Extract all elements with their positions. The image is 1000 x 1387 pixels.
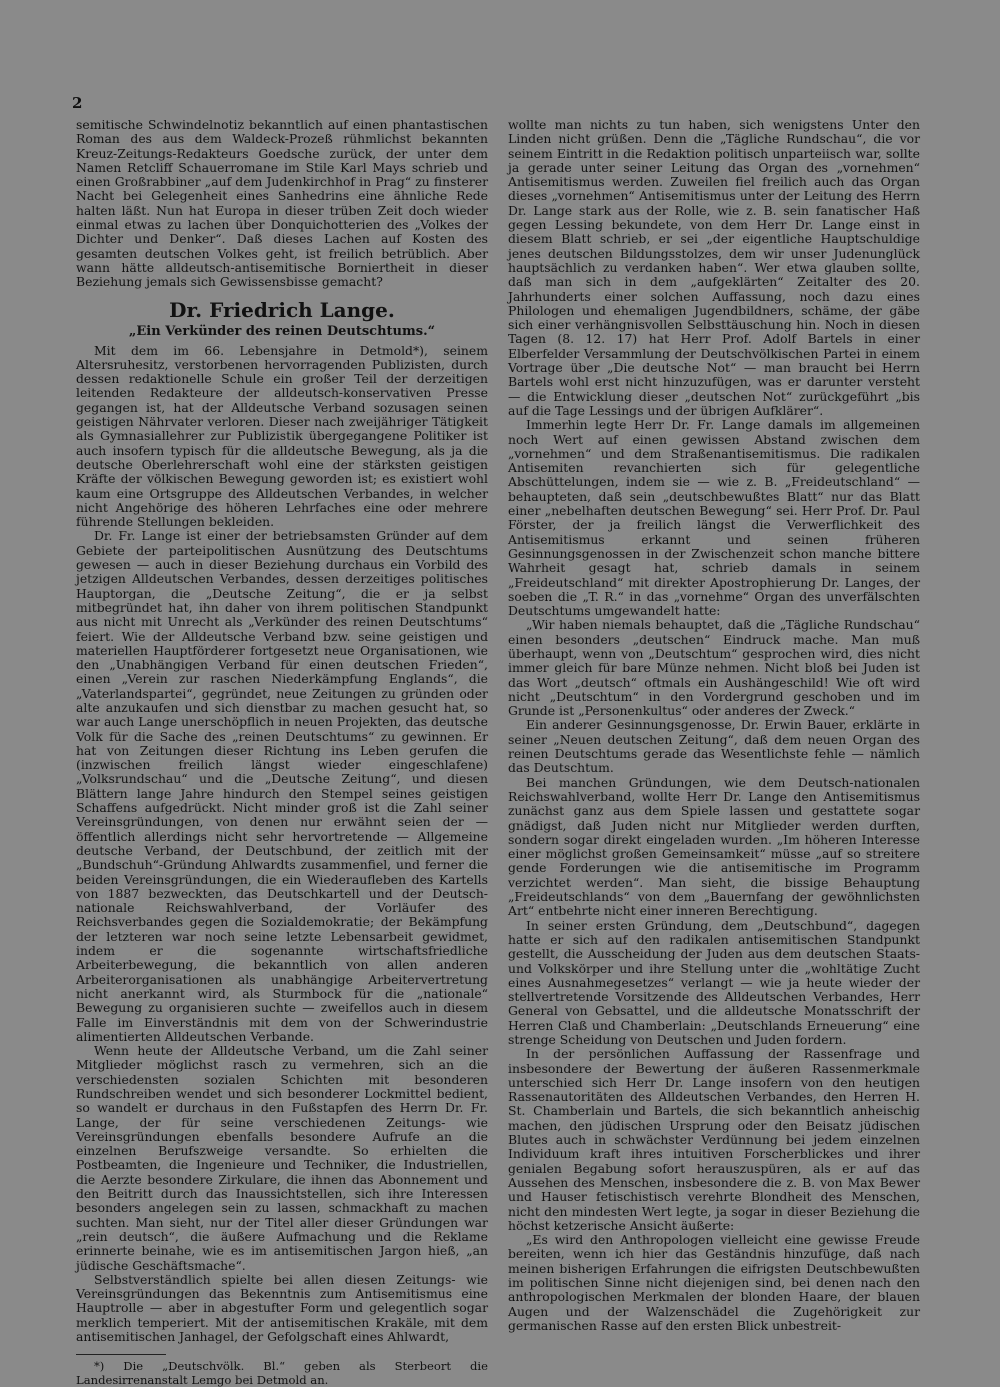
paragraph: In der persönlichen Auffassung der Rassenfrage und insbesondere der Bewertung der äußeren Rassenmerkmale unterschied sich Herr Dr. Lange insofern von den heutigen Rassenautoritäten des Alldeutschen Verbandes, den Herren H. St. Chamberlain und Bartels, die sich bekanntlich anheischig machen, den jüdischen Ursprung oder den Beisatz jüdischen Blutes auch in schwächster Verdünnung bei jedem einzelnen Individuum kraft ihres intuitiven Forscherblickes und ihrer genialen Begabung sofort herauszuspüren, als er auf das Aussehen des Menschen, insbesondere die z. B. von Max Bewer und Hauser fetischistisch verehrte Blondheit des Menschen, nicht den mindesten Wert legte, ja sogar in dieser Beziehung die höchst ketzerische Ansicht äußerte:: [508, 1046, 920, 1233]
left-column: [76, 118, 488, 1387]
paragraph: Wenn heute der Alldeutsche Verband, um die Zahl seiner Mitglieder möglichst rasch zu vermehren, sich an die verschiedensten sozialen Schichten mit besonderen Rundschreiben wendet und sich besonderer Lockmittel bedient, so wandelt er durchaus in den Fußstapfen des Herrn Dr. Fr. Lange, der für seine verschiedenen Zeitungs- wie Vereinsgründungen ebenfalls besondere Aufrufe an die einzelnen Berufszweige versandte. So erhielten die Postbeamten, die Ingenieure und Techniker, die Industriellen, die Aerzte besondere Zirkulare, die ihnen das Abonnement und den Beitritt durch das Inaussichtstellen, sich ihre Interessen besonders angelegen sein zu lassen, schmackhaft zu machen suchten. Man sieht, nur der Titel aller dieser Gründungen war „rein deutsch“, die äußere Aufmachung und die Reklame erinnerte beinahe, wie es im antisemitischen Jargon hieß, „an jüdische Geschäftsmache“.: [76, 1043, 488, 1273]
right-column: [508, 118, 920, 1333]
paragraph: Ein anderer Gesinnungsgenosse, Dr. Erwin Bauer, erklärte in seiner „Neuen deutschen Zeitung“, daß dem neuen Organ des reinen Deutschtums gerade das Wesentlichste fehle — nämlich das Deutschtum.: [508, 717, 920, 776]
paragraph: semitische Schwindelnotiz bekanntlich auf einen phantastischen Roman des aus dem Waldeck-Prozeß rühmlichst bekannten Kreuz-Zeitungs-Redakteurs Goedsche zurück, der unter dem Namen Retcliff Schauerromane im Stile Karl Mays schrieb und einen Großrabbiner „auf dem Judenkirchhof in Prag“ zu finsterer Nacht bei Gelegenheit eines Sanhedrins eine ähnliche Rede halten läßt. Nun hat Europa in dieser trüben Zeit doch wieder einmal etwas zu lachen über Donquichotterien des „Volkes der Dichter und Denker“. Daß dieses Lachen auf Kosten des gesamten deutschen Volkes geht, ist freilich betrüblich. Aber wann hätte alldeutsch-antisemitische Borniertheit in dieser Beziehung jemals sich Gewissensbisse gemacht?: [76, 117, 488, 290]
footnote: *) Die „Deutschvölk. Bl.“ geben als Sterbeort die Landesirrenanstalt Lemgo bei Detmold an.: [76, 1359, 488, 1387]
article-subheading: „Ein Verkünder des reinen Deutschtums.“: [128, 323, 436, 339]
footnote-divider: [76, 1354, 166, 1355]
paragraph: Mit dem im 66. Lebensjahre in Detmold*), seinem Altersruhesitz, verstorbenen hervorragenden Publizisten, durch dessen redaktionelle Schule ein großer Teil der derzeitigen leitenden Redakteure der alldeutsch-konservativen Presse gegangen ist, hat der Alldeutsche Verband sozusagen seinen geistigen Nährvater verloren. Dieser nach zweijähriger Tätigkeit als Gymnasiallehrer zur Publizistik übergegangene Politiker ist auch insofern typisch für die alldeutsche Bewegung, als ja die deutsche Oberlehrerschaft wohl eine der stärksten geistigen Kräfte der völkischen Bewegung geworden ist; es existiert wohl kaum eine Ortsgruppe des Alldeutschen Verbandes, in welcher nicht Angehörige des höheren Lehrfaches eine oder mehrere führende Stellungen bekleiden.: [76, 342, 488, 530]
quote-paragraph: „Es wird den Anthropologen vielleicht eine gewisse Freude bereiten, wenn ich hier das Geständnis hinzufüge, daß nach meinen bisherigen Erfahrungen die eifrigsten Deutschbewußten im politischen Sinne nicht diejenigen sind, bei denen nach den anthropologischen Merkmalen der blonden Haare, der blauen Augen und der Walzenschädel die Zugehörigkeit zur germanischen Rasse auf den ersten Blick unbestreit-: [508, 1232, 920, 1333]
paragraph: In seiner ersten Gründung, dem „Deutschbund“, dagegen hatte er sich auf den radikalen antisemitischen Standpunkt gestellt, die Ausscheidung der Juden aus dem deutschen Staats- und Volkskörper und ihre Stellung unter die „wohltätige Zucht eines Ausnahmegesetzes“ verlangt — wie ja heute wieder der stellvertretende Vorsitzende des Alldeutschen Verbandes, Herr General von Gebsattel, und die alldeutsche Monatsschrift der Herren Claß und Chamberlain: „Deutschlands Erneuerung“ eine strenge Scheidung von Deutschen und Juden fordern.: [508, 917, 920, 1047]
paragraph: wollte man nichts zu tun haben, sich wenigstens Unter den Linden nicht grüßen. Denn die „Tägliche Rundschau“, die vor seinem Eintritt in die Redaktion politisch unparteiisch war, sollte ja gerade unter seiner Leitung das Organ des „vornehmen“ Antisemitismus werden. Zuweilen fiel freilich auch das Organ dieses „vornehmen“ Antisemitismus unter der Leitung des Herrn Dr. Lange stark aus der Rolle, wie z. B. sein fanatischer Haß gegen Lessing bekundete, von dem Herr Dr. Lange einst in diesem Blatt schrieb, er sei „der eigentliche Hauptschuldige jenes deutschen Bildungsstolzes, dem wir unser Judenunglück hauptsächlich zu verdanken haben“. Wer etwa glauben sollte, daß man sich in dem „aufgeklärten“ Zeitalter des 20. Jahrhunderts einer solchen Auffassung, noch dazu eines Philologen und ehemaligen Jugendbildners, schäme, der gäbe sich einer verhängnisvollen Selbsttäuschung hin. Noch in diesen Tagen (8. 12. 17) hat Herr Prof. Adolf Bartels in einer Elberfelder Versammlung der Deutschvölkischen Partei in einem Vortrage über „Die deutsche Not“ — man braucht bei Herrn Bartels wohl erst nicht hinzuzufügen, was er darunter versteht — die Entwicklung dieser „deutschen Not“ zurückgeführt „bis auf die Tage Lessings und der übrigen Aufklärer“.: [508, 117, 920, 418]
paragraph: Selbstverständlich spielte bei allen diesen Zeitungs- wie Vereinsgründungen das Bekenntnis zum Antisemitismus eine Hauptrolle — aber in abgestufter Form und gelegentlich sogar merklich temperiert. Mit der antisemitischen Krakäle, mit dem antisemitischen Janhagel, der Gefolgschaft eines Ahlwardt,: [76, 1271, 488, 1345]
page-number: 2: [72, 94, 83, 112]
paragraph: Immerhin legte Herr Dr. Fr. Lange damals im allgemeinen noch Wert auf einen gewissen Abstand zwischen dem „vornehmen“ und dem Straßenantisemitismus. Die radikalen Antisemiten revanchierten sich für gelegentliche Abschüttelungen, indem sie — wie z. B. „Freideutschland“ — behaupteten, daß sein „deutschbewußtes Blatt“ nur das Blatt einer „nebelhaften deutschen Bewegung“ sei. Herr Prof. Dr. Paul Förster, der ja freilich längst die Verwerflichkeit des Antisemitismus erkannt und seinen früheren Gesinnungsgenossen in der Zwischenzeit schon manche bittere Wahrheit gesagt hat, schrieb damals in seinem „Freideutschland“ mit direkter Apostrophierung Dr. Langes, der soeben die „T. R.“ in das „vornehme“ Organ des unverfälschten Deutschtums umgewandelt hatte:: [508, 417, 920, 619]
article-heading: Dr. Friedrich Lange.: [169, 297, 395, 322]
paragraph: Dr. Fr. Lange ist einer der betriebsamsten Gründer auf dem Gebiete der parteipolitischen Ausnützung des Deutschtums gewesen — auch in dieser Beziehung durchaus ein Vorbild des jetzigen Alldeutschen Verbandes, dessen derzeitiges politisches Hauptorgan, die „Deutsche Zeitung“, die er ja selbst mitbegründet hat, ihn daher von ihrem politischen Standpunkt aus nicht mit Unrecht als „Verkünder des reinen Deutschtums“ feiert. Wie der Alldeutsche Verband bzw. seine geistigen und materiellen Hauptförderer fortgesetzt neue Organisationen, wie den „Unabhängigen Verband für einen deutschen Frieden“, einen „Verein zur raschen Niederkämpfung Englands“, die „Vaterlandspartei“, gegründet, neue Zeitungen zu gründen oder alte anzukaufen und sich dienstbar zu machen gesucht hat, so war auch Lange unerschöpflich in neuen Projekten, das deutsche Volk für die Sache des „reinen Deutschtums“ zu gewinnen. Er hat von Zeitungen dieser Richtung ins Leben gerufen die (inzwischen freilich längst wieder eingeschlafene) „Volksrundschau“ und die „Deutsche Zeitung“, und diesen Blättern lange Jahre hindurch den Stempel seines geistigen Schaffens aufgedrückt. Nicht minder groß ist die Zahl seiner Vereinsgründungen, von denen nur erwähnt seien der — öffentlich allerdings nicht sehr hervortretende — Allgemeine deutsche Verband, der Deutschbund, der zeitlich mit der „Bundschuh“-Gründung Ahlwardts zusammenfiel, und ferner die beiden Vereinsgründungen, die ein Wiederaufleben des Kartells von 1887 bezweckten, das Deutschkartell und der Deutsch-nationale Reichswahlverband, der Vorläufer des Reichsverbandes gegen die Sozialdemokratie; der Bekämpfung der letzteren war noch seine letzte Lebensarbeit gewidmet, indem er die sogenannte wirtschaftsfriedliche Arbeiterbewegung, die bekanntlich von allen anderen Arbeiterorganisationen als unabhängige Arbeitervertretung nicht anerkannt wird, als Sturmbock für die „nationale“ Bewegung zu organisieren suchte — zweifellos auch in diesem Falle im Einverständnis mit dem von der Schwerindustrie alimentierten Alldeutschen Verbande.: [76, 528, 488, 1044]
quote-paragraph: „Wir haben niemals behauptet, daß die „Tägliche Rundschau“ einen besonders „deutschen“ Eindruck mache. Man muß überhaupt, wenn von „Deutschtum“ gesprochen wird, dies nicht immer gleich für bare Münze nehmen. Nicht bloß bei Juden ist das Wort „deutsch“ oftmals ein Aushängeschild! Wie oft wird nicht „Deutschtum“ in den Vordergrund geschoben und im Grunde ist „Personenkultus“ oder anderes der Zweck.“: [508, 617, 920, 719]
paragraph: Bei manchen Gründungen, wie dem Deutsch-nationalen Reichswahlverband, wollte Herr Dr. Lange den Antisemitismus zunächst ganz aus dem Spiele lassen und gestattete sogar gnädigst, daß Juden nicht nur Mitglieder werden durften, sondern sogar direkt eingeladen wurden. „Im höheren Interesse einer möglichst großen Gemeinsamkeit“ müsse „auf so streitere gende Forderungen wie die antisemitische im Programm verzichtet werden“. Man sieht, die bissige Behauptung „Freideutschlands“ von dem „Bauernfang der gewöhnlichsten Art“ entbehrte nicht einer inneren Berechtigung.: [508, 774, 920, 919]
